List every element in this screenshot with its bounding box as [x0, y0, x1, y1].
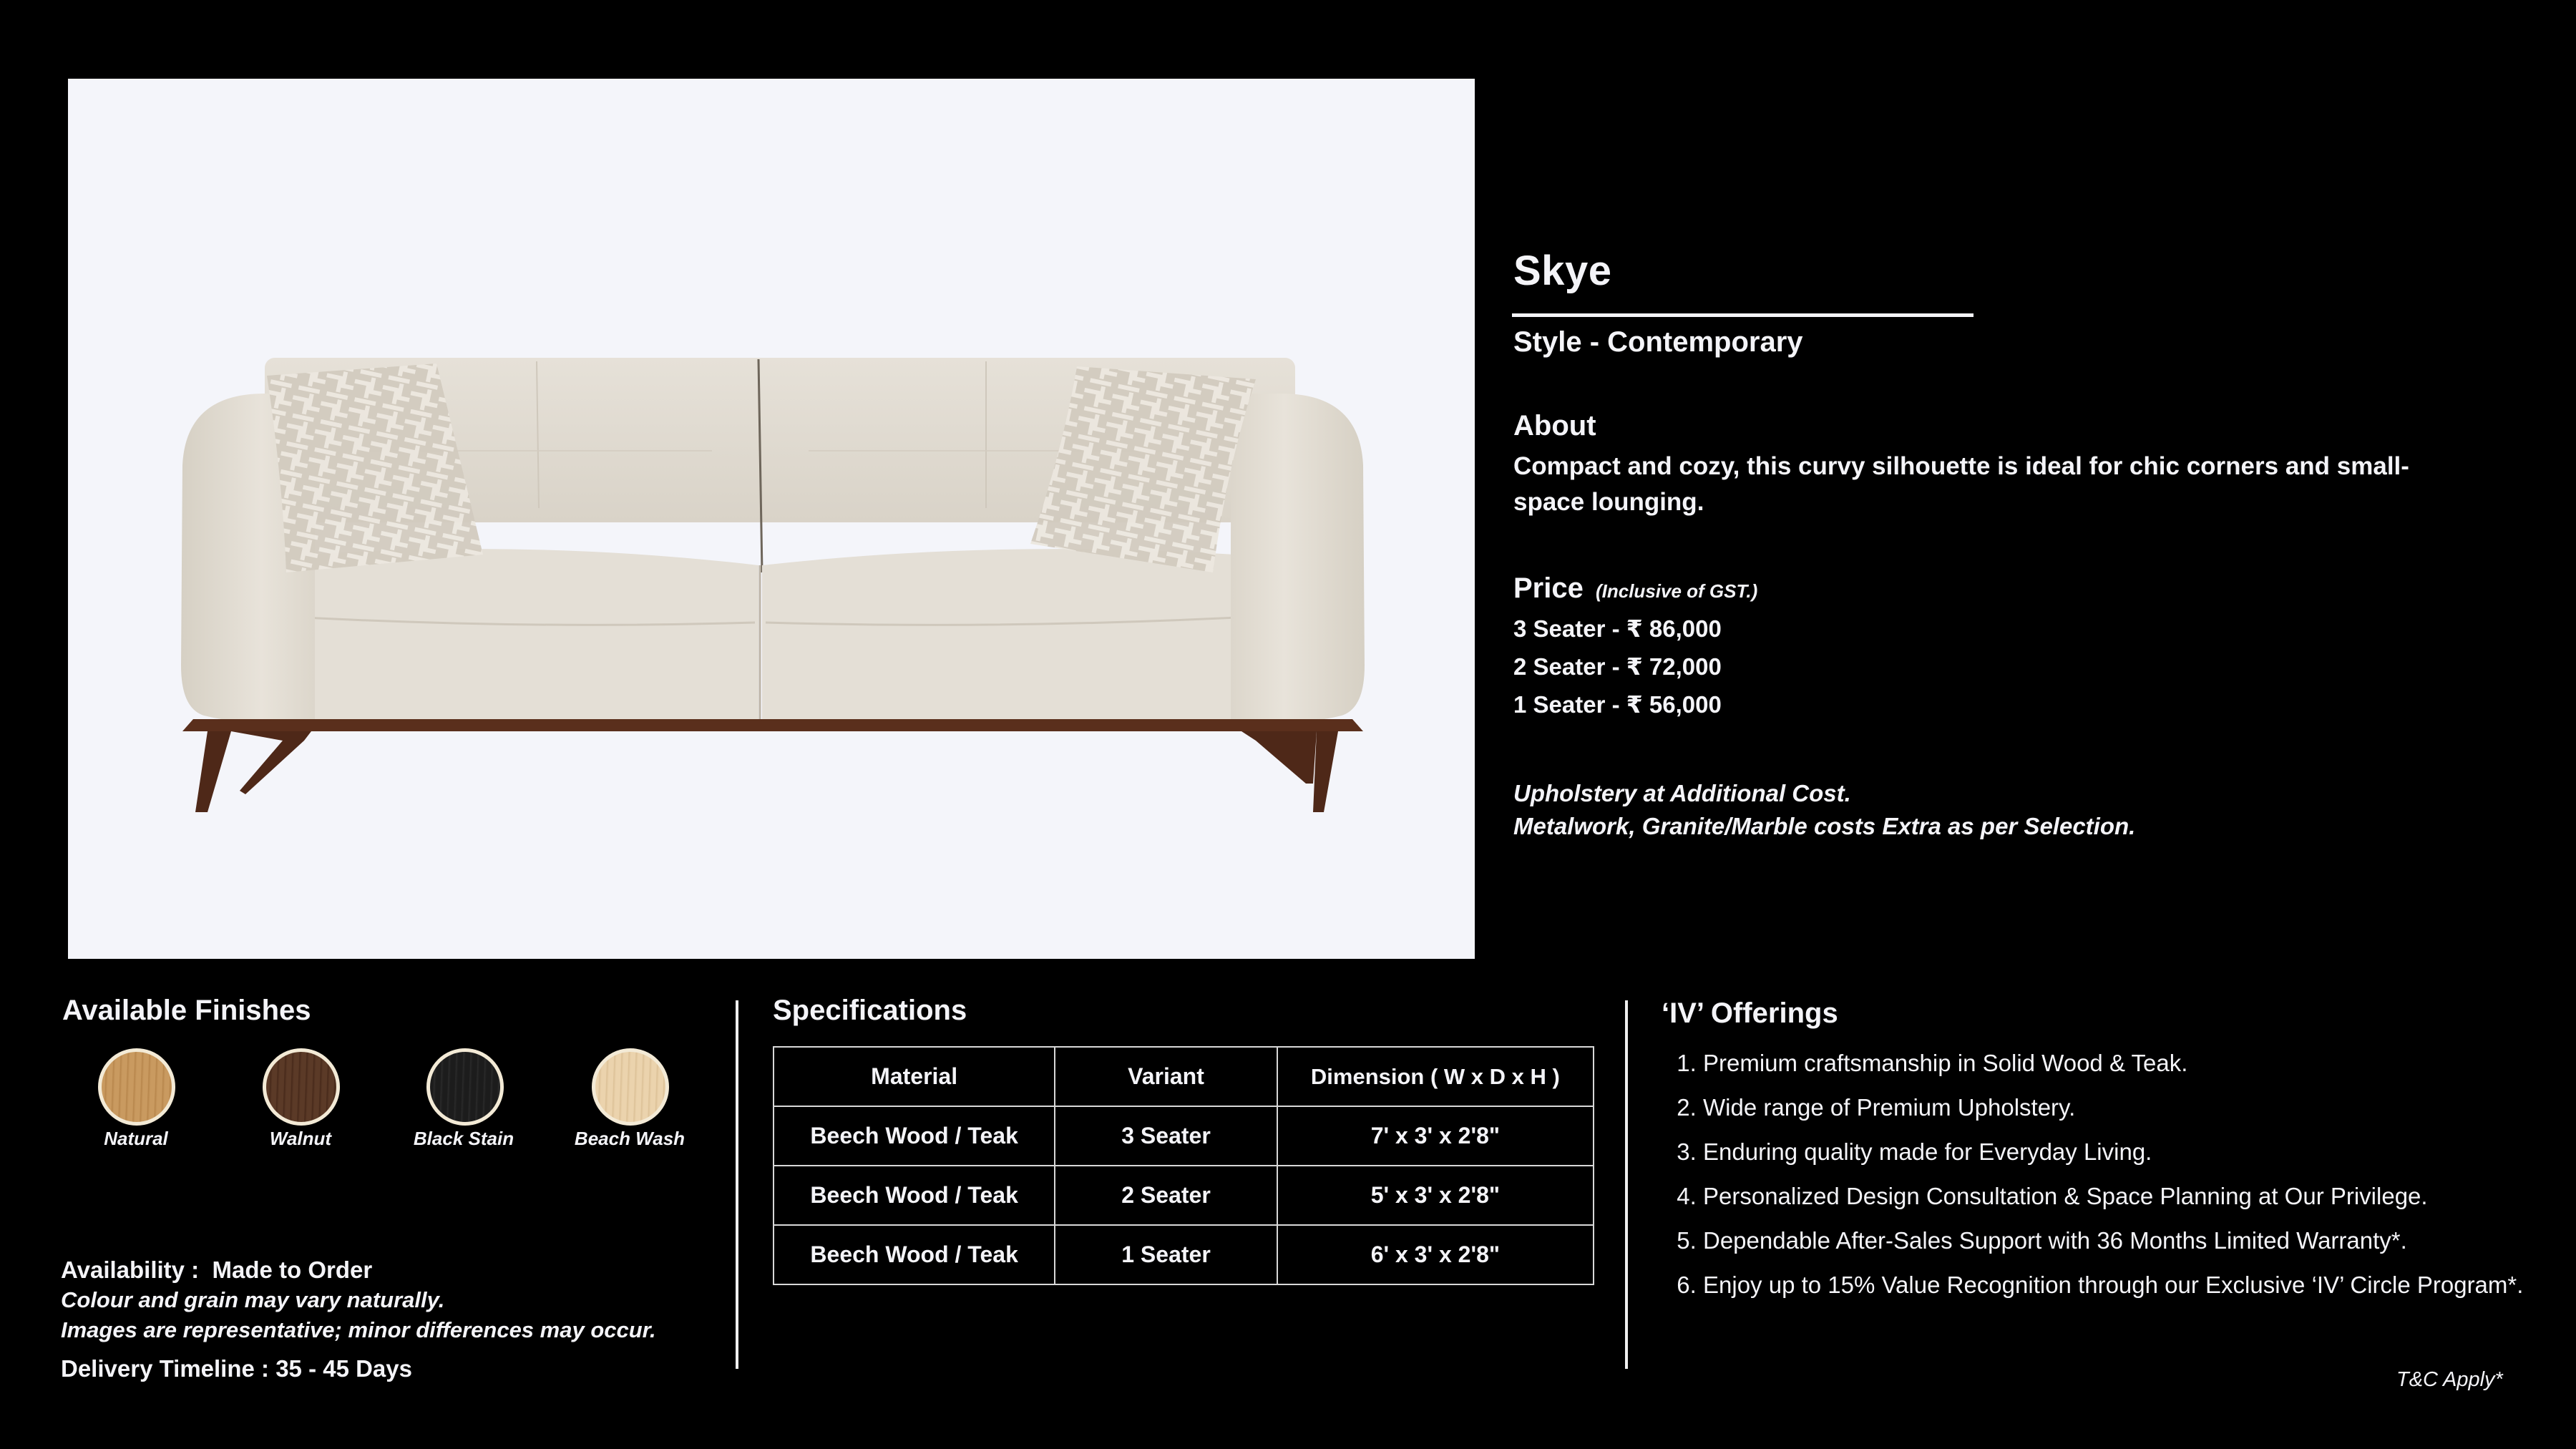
about-heading: About — [1513, 410, 1596, 441]
sofa-illustration — [68, 79, 1475, 959]
col-variant: Variant — [1055, 1047, 1277, 1106]
cell-variant: 1 Seater — [1055, 1225, 1277, 1284]
price-heading-label: Price — [1513, 572, 1584, 604]
price-item-1-seater: 1 Seater - ₹ 56,000 — [1513, 691, 1722, 718]
metalwork-note: Metalwork, Granite/Marble costs Extra as per Selection. — [1513, 813, 2136, 839]
table-header-row — [774, 1047, 1594, 1106]
swatch-label-walnut: Walnut — [269, 1128, 332, 1149]
product-style: Style - Contemporary — [1513, 326, 1803, 358]
offering-item: 5. Dependable After-Sales Support with 36 Months Limited Warranty*. — [1703, 1219, 2576, 1263]
cell-dimension: 6' x 3' x 2'8" — [1277, 1225, 1594, 1284]
offering-item: 2. Wide range of Premium Upholstery. — [1703, 1085, 2576, 1130]
table-row — [774, 1225, 1594, 1284]
product-image — [68, 79, 1475, 959]
terms-footnote: T&C Apply* — [2396, 1368, 2503, 1391]
upholstery-note: Upholstery at Additional Cost. — [1513, 780, 1851, 806]
offerings-list — [1669, 1041, 2576, 1307]
about-text: Compact and cozy, this curvy silhouette is ideal for chic corners and small-space lounging. — [1513, 452, 2409, 516]
cell-variant: 2 Seater — [1055, 1166, 1277, 1225]
offering-item: 6. Enjoy up to 15% Value Recognition through our Exclusive ‘IV’ Circle Program*. — [1703, 1263, 2576, 1307]
swatch-label-black-stain: Black Stain — [413, 1128, 514, 1149]
grain-disclaimer: Colour and grain may vary naturally. — [61, 1287, 445, 1312]
swatch-walnut[interactable] — [263, 1048, 340, 1126]
offering-item: 4. Personalized Design Consultation & Space Planning at Our Privilege. — [1703, 1174, 2576, 1219]
swatch-label-natural: Natural — [104, 1128, 168, 1149]
cell-variant: 3 Seater — [1055, 1106, 1277, 1166]
title-underline — [1512, 313, 1974, 317]
product-title: Skye — [1513, 248, 1612, 294]
image-disclaimer: Images are representative; minor differences may occur. — [61, 1317, 656, 1342]
specifications-heading: Specifications — [773, 995, 967, 1026]
price-list — [1513, 610, 1722, 723]
price-gst-note: (Inclusive of GST.) — [1595, 580, 1758, 602]
price-heading — [1513, 572, 1757, 605]
cell-material: Beech Wood / Teak — [774, 1106, 1055, 1166]
table-row — [774, 1166, 1594, 1225]
swatch-natural[interactable] — [98, 1048, 175, 1126]
cell-material: Beech Wood / Teak — [774, 1166, 1055, 1225]
section-divider-right — [1625, 1000, 1628, 1369]
section-divider-left — [736, 1000, 738, 1369]
swatch-black-stain[interactable] — [426, 1048, 504, 1126]
price-item-2-seater: 2 Seater - ₹ 72,000 — [1513, 653, 1722, 680]
cell-material: Beech Wood / Teak — [774, 1225, 1055, 1284]
disclaimer — [61, 1285, 656, 1345]
col-dimension: Dimension ( W x D x H ) — [1277, 1047, 1594, 1106]
extra-cost-notes — [1513, 777, 2135, 843]
cell-dimension: 7' x 3' x 2'8" — [1277, 1106, 1594, 1166]
offering-item: 3. Enduring quality made for Everyday Living. — [1703, 1130, 2576, 1174]
specifications-table — [773, 1046, 1594, 1285]
price-item-3-seater: 3 Seater - ₹ 86,000 — [1513, 615, 1722, 642]
finishes-heading: Available Finishes — [62, 995, 311, 1026]
col-material: Material — [774, 1047, 1055, 1106]
delivery-timeline: Delivery Timeline : 35 - 45 Days — [61, 1355, 412, 1382]
offering-item: 1. Premium craftsmanship in Solid Wood & Teak. — [1703, 1041, 2576, 1085]
swatch-label-beach-wash: Beach Wash — [574, 1128, 686, 1149]
swatch-beach-wash[interactable] — [592, 1048, 669, 1126]
table-row — [774, 1106, 1594, 1166]
availability-text: Availability : Made to Order — [61, 1257, 373, 1283]
offerings-heading: ‘IV’ Offerings — [1662, 997, 1838, 1029]
cell-dimension: 5' x 3' x 2'8" — [1277, 1166, 1594, 1225]
